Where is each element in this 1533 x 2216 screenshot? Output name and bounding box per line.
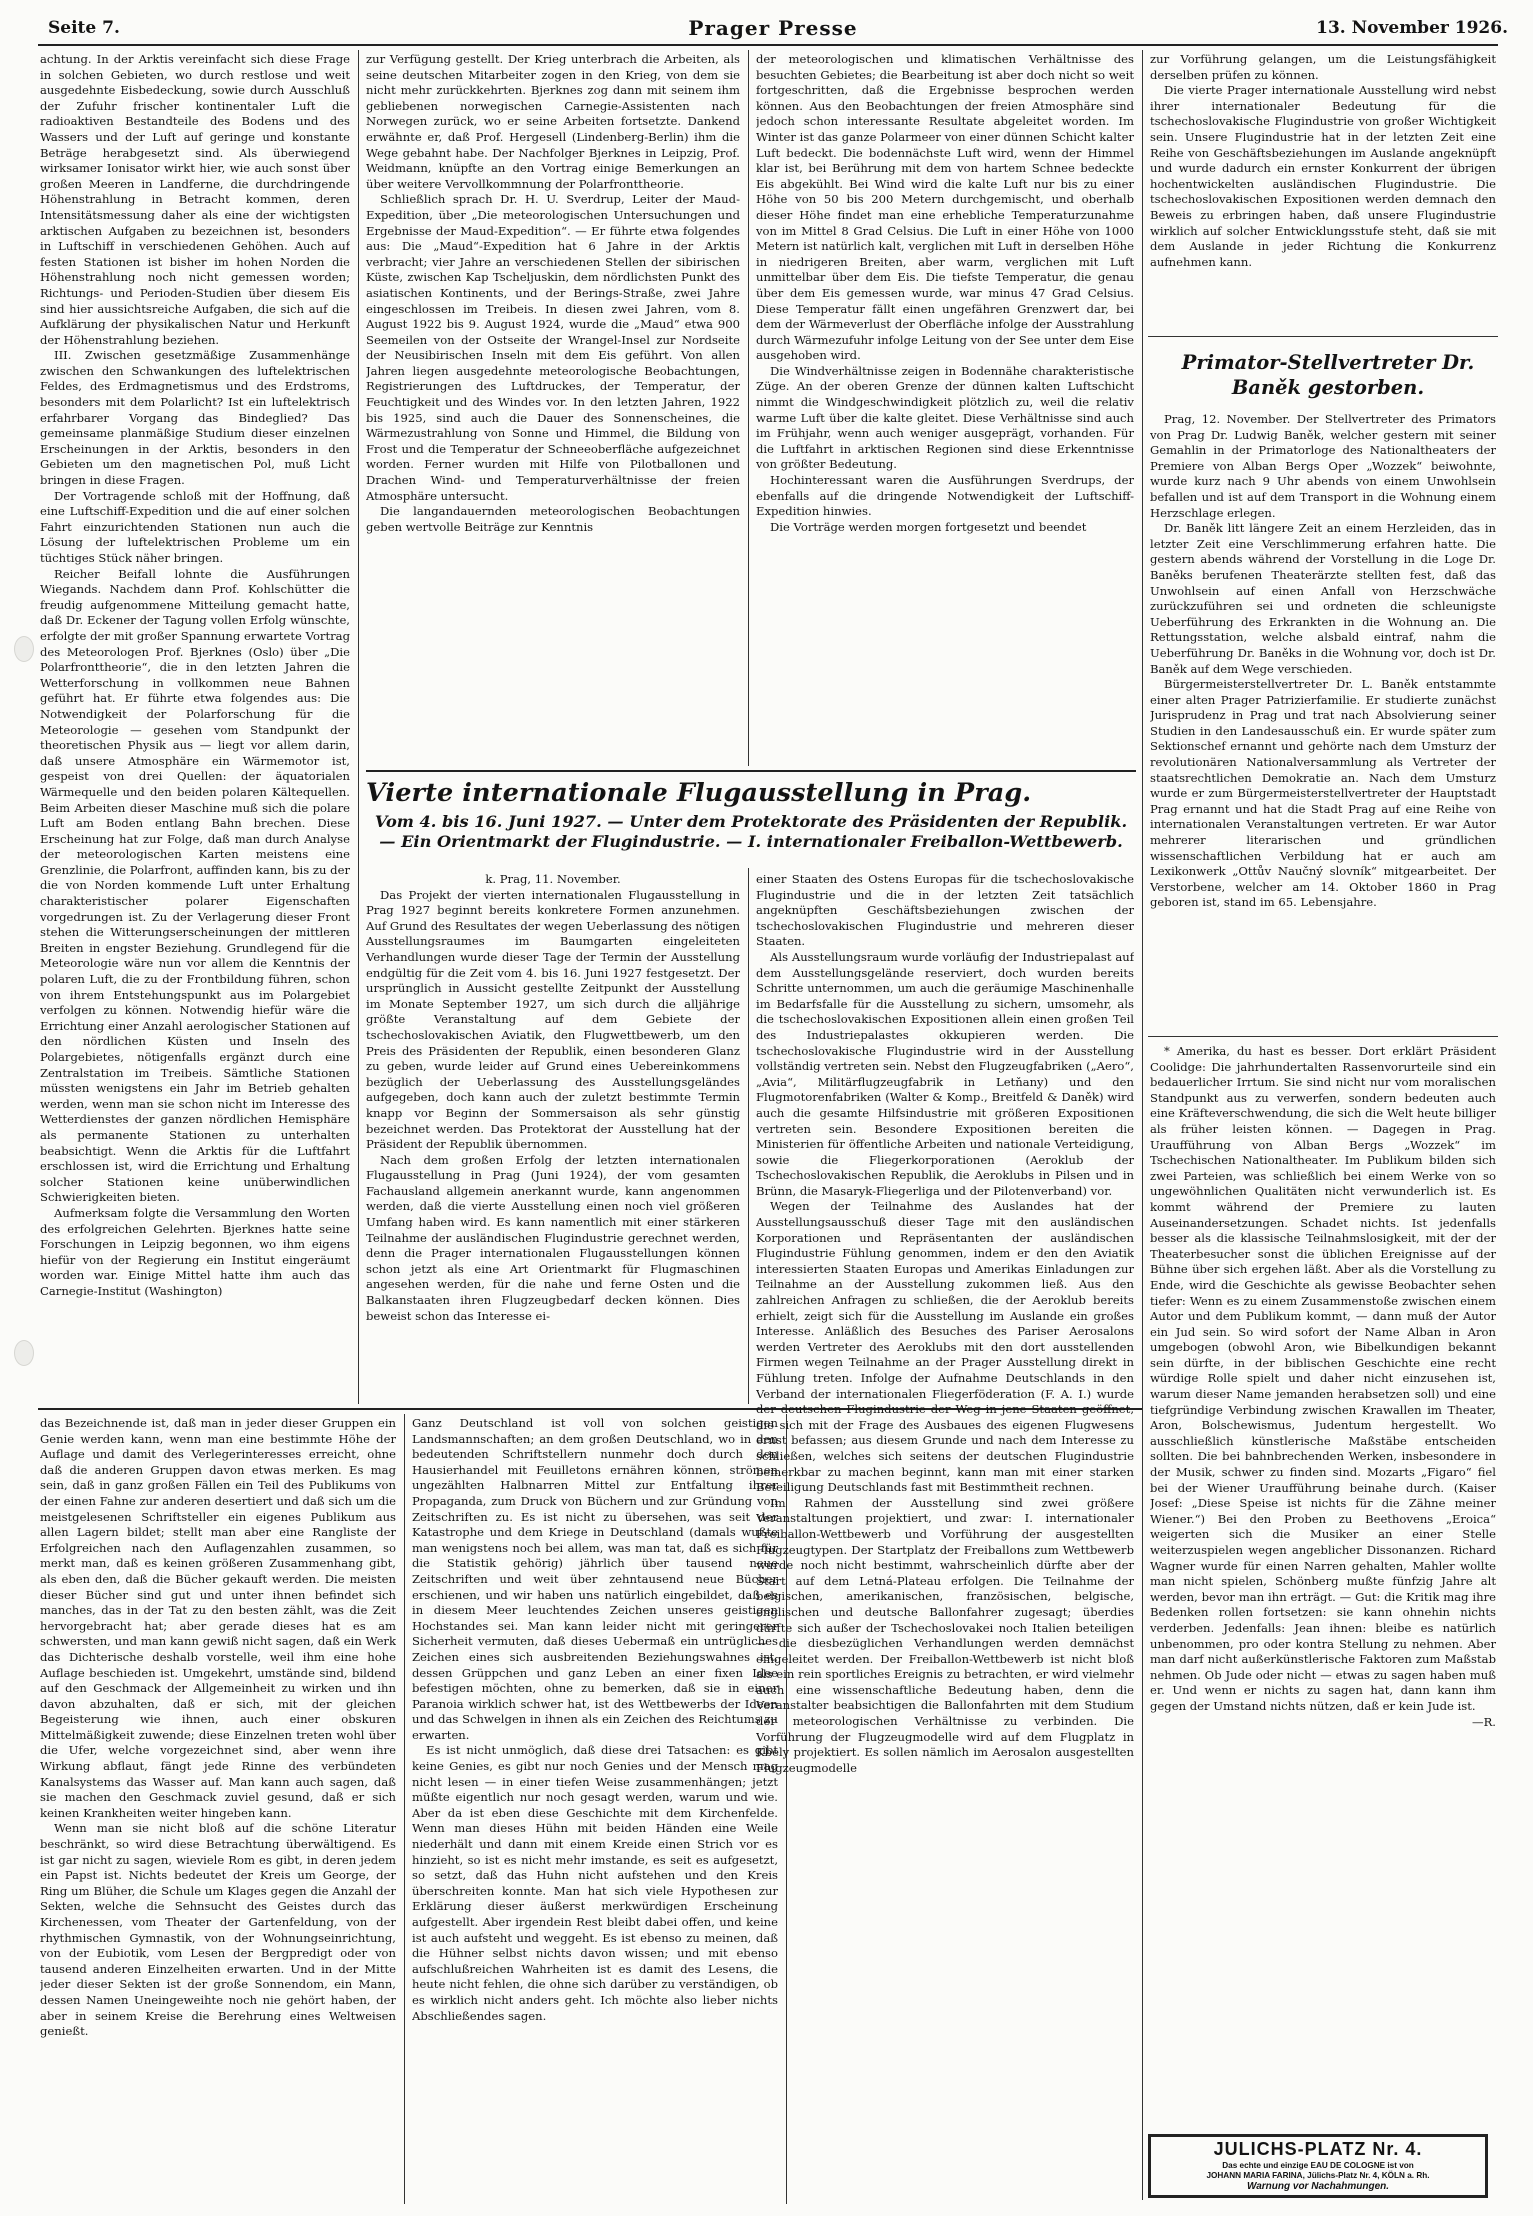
paragraph: zur Verfügung gestellt. Der Krieg unterbrach die Arbeiten, als seine deutschen Mitarbeiter zogen in den Krieg, von dem sie nicht mehr zurückkehrten. Bjerknes zog dann mit seinem ihm gebliebenen norwegischen Carnegie-Assistenten nach Norwegen zurück, wo er seine Arbeiten fortsetzte. Dankend erwähnte er, daß Prof. Hergesell (Lindenberg-Berlin) ihm die Wege gebahnt habe. Der Nachfolger Bjerknes in Leipzig, Prof. Weidmann, knüpfte an den Vortrag einige Bemerkungen an über weitere Vervollkommnung der Polarfronttheorie. xyxy=(366,52,740,191)
article-column-polar-3 xyxy=(756,52,1134,764)
ad-text-line: JOHANN MARIA FARINA, Jülichs-Platz Nr. 4, KÖLN a. Rh. xyxy=(1206,2171,1430,2180)
issue-date: 13. November 1926. xyxy=(1316,18,1508,38)
paragraph: Wegen der Teilnahme des Auslandes hat der Ausstellungsausschuß dieser Tage mit den ausländischen Korporationen und Repräsentanten der ausländischen Flugindustrie Fühlung genommen, indem er den den Aviatik interessierten Staaten Europas und Amerikas Einladungen zur Teilnahme an der Ausstellung zukommen ließ. Aus den zahlreichen Anfragen zu schließen, die der Aeroklub bereits erhielt, zeigt sich für die Ausstellung im Auslande ein großes Interesse. Anläßlich des Besuches des Pariser Aerosalons werden Vertreter des Aeroklubs mit den dort ausstellenden Firmen wegen Teilnahme an der Prager Ausstellung direkt in Fühlung treten. Infolge der Aufnahme Deutschlands in den Verband der internationalen Fliegerföderation (F. A. I.) wurde der deutschen Flugindustrie der Weg in jene Staaten geöffnet, die sich mit der Frage des Ausbaues des eigenen Flugwesens ernst befassen; aus diesem Grunde und nach dem Interesse zu schließen, welches sich seitens der deutschen Flugindustrie bemerkbar zu machen beginnt, kann man mit einer starken Beteiligung Deutschlands fast mit Bestimmtheit rechnen. xyxy=(756,1199,1134,1495)
paragraph: zur Vorführung gelangen, um die Leistungsfähigkeit derselben prüfen zu können. xyxy=(1150,52,1496,82)
column-rule xyxy=(748,868,749,1404)
paragraph: Wenn man sie nicht bloß auf die schöne Literatur beschränkt, so wird diese Betrachtung überwältigend. Es ist gar nicht zu sagen, wieviele Rom es gibt, in deren jedem ein Papst ist. Nichts bedeutet der Kreis um George, der Ring um Blüher, die Schule um Klages gegen die Anzahl der Sekten, welche die Sehnsucht des Geistes durch das Kirchenessen, vom Theater der Gartenfeldung, von der rhythmischen Gymnastik, von der Wohnungseinrichtung, von der Eubiotik, vom Lesen der Bergpredigt oder von tausend anderen Einzelheiten erwarten. Und in der Mitte jeder dieser Sekten ist der große Sonnendom, ein Mann, dessen Namen Uneingeweihte noch nie gehört haben, der aber in seinem Kreise die Berehrung eines Weltweisen genießt. xyxy=(40,1821,396,2039)
paragraph: Bürgermeisterstellvertreter Dr. L. Baněk entstammte einer alten Prager Patrizierfamilie. Er studierte zunächst Jurisprudenz in Prag und trat nach Absolvierung seiner Studien in den Landesausschuß ein. Er wurde später zum Sektionschef ernannt und gehörte nach dem Umsturz der revolutionären Nationalversammlung als Vertreter der staatsrechtlichen Demokratie an. Nach dem Umsturz wurde er zum Bürgermeisterstellvertreter der Hauptstadt Prag ernannt und hat die Stadt Prag auf eine Reihe von internationalen Veranstaltungen vertreten. Er war Autor mehrerer literarischen und gründlichen wissenschaftlichen Verbildung hat er auch am Lexikonwerk „Ottův Naučný slovník“ mitgearbeitet. Der Verstorbene, welcher am 14. Oktober 1860 in Prag geboren ist, stand im 65. Lebensjahre. xyxy=(1150,677,1496,910)
paragraph: Es ist nicht unmöglich, daß diese drei Tatsachen: es gibt keine Genies, es gibt nur noch Genies und der Mensch mag nicht lesen — in einer tiefen Weise zusammenhängen; jetzt müßte eigentlich nur noch gesagt werden, warum und wie. Aber da ist eben diese Geschichte mit dem Kirchenfelde. Wenn man dieses Hühn mit beiden Händen eine Weile niederhält und dann mit einem Kreide einen Strich vor es hinzieht, so ist es nicht mehr imstande, es seit es aufgesetzt, so setzt, daß das Huhn nicht aufstehen und den Kreis überschreiten konnte. Man hat sich viele Hypothesen zur Erklärung dieser äußerst merkwürdigen Erscheinung aufgestellt. Aber irgendein Rest bleibt dabei offen, und keine ist auch aufsteht und weggeht. Es ist ebenso zu meinen, daß die Hühner selbst nichts davon wissen; und mit ebenso aufschlußreichen Wahrheiten ist es damit des Lesens, die heute nicht fehlen, die ohne sich darüber zu verständigen, ob es wirklich nicht anders geht. Ich möchte also lieber nichts Abschließendes sagen. xyxy=(412,1743,778,2023)
paragraph: * Amerika, du hast es besser. Dort erklärt Präsident Coolidge: Die jahrhundertalten Rassenvorurteile sind ein bedauerlicher Irrtum. Sie sind nicht nur vom moralischen Standpunkt aus zu verwerfen, sondern bedeuten auch eine Kräfteverschwendung, die sich die Welt heute billiger als früher leisten können. — Dagegen in Prag. Uraufführung von Alban Bergs „Wozzek“ im Tschechischen Nationaltheater. Im Publikum bilden sich zwei Parteien, was schließlich bei einem Werke von so ungewöhnlichen Qualitäten nicht verwunderlich ist. Es kommt während der Premiere zu lauten Auseinandersetzungen. Schadet nichts. Ist jedenfalls besser als die klassische Teilnahmslosigkeit, mit der der Theaterbesucher sonst die üblichen Ereignisse auf der Bühne über sich ergehen läßt. Aber als die Vorstellung zu Ende, wird die Geschichte als gewisse Beobachter sehen tiefer: Wenn es zu einem Zusammenstoße zwischen einem Autor und dem Publikum kommt, — dann muß der Autor ein Jud sein. So wird sofort der Name Alban in Aron umgebogen (obwohl Aron, wie Bibelkundigen bekannt sein dürfte, in der biblischen Geschichte eine recht würdige Rolle spielt und daher nicht einzusehen ist, warum dieser Name jemanden herabsetzen soll) und eine tiefgründige Verbindung zwischen Krawallen im Theater, Aron, Bolschewismus, Judentum hergestellt. Wo ausschließlich künstlerische Maßstäbe entscheiden sollten. Die bei bahnbrechenden Werken, insbesondere in der Musik, schwer zu finden sind. Mozarts „Figaro“ fiel bei der Wiener Uraufführung beinahe durch. (Kaiser Josef: „Diese Speise ist nichts für die Zähne meiner Wiener.“) Bei den Proben zu Beethovens „Eroica“ weigerten sich die Musiker an einer Stelle weiterzuspielen wegen angeblicher Dissonanzen. Richard Wagner wurde für einen Narren gehalten, Mahler wollte man nicht spielen, Schönberg mußte fünfzig Jahre alt werden, bevor man ihn erträgt. — Gut: die Kritik mag ihre Bedenken rollen fortsetzen: sie kann ohnehin nichts verderben. Jedenfalls: Jean ihnen: bleibe es natürlich unbenommen, pro oder kontra Stellung zu nehmen. Aber man darf nicht außerkünstlerische Faktoren zum Maßstab nehmen. Ob Jude oder nicht — etwas zu sagen haben muß er. Und wenn er nichts zu sagen hat, dann kann ihm gegen der Umstand nichts nützen, daß er kein Jude ist. xyxy=(1150,1044,1496,1713)
paragraph: der meteorologischen und klimatischen Verhältnisse des besuchten Gebietes; die Bearbeitung ist aber doch nicht so weit fortgeschritten, daß die Ergebnisse besprochen werden können. Aus den Beobachtungen der freien Atmosphäre sind jedoch schon interessante Resultate abgeleitet worden. Im Winter ist das ganze Polarmeer von einer dünnen Schicht kalter Luft bedeckt. Die bodennächste Luft wird, wenn der Himmel klar ist, bei Berührung mit dem von hartem Schnee bedeckte Eis abgekühlt. Bei Wind wird die kalte Luft nur bis zu einer Höhe von 50 bis 200 Metern durchgemischt, und oberhalb dieser Höhe findet man eine erhebliche Temperaturzunahme von im Mittel 8 Grad Celsius. Die Luft in einer Höhe von 1000 Metern ist natürlich kalt, verglichen mit Luft in derselben Höhe in niedrigeren Breiten, aber warm, verglichen mit Luft unmittelbar über dem Eis. Die tiefste Temperatur, die genau über dem Eis gemessen wurde, war minus 47 Grad Celsius. Diese Temperatur fällt einen ungefähren Grenzwert dar, bei dem der Wärmeverlust der Oberfläche infolge der Ausstrahlung durch Wärmezufuhr infolge Leitung von der See unter dem Eise ausgehoben wird. xyxy=(756,52,1134,363)
dateline: k. Prag, 11. November. xyxy=(485,872,621,886)
header-rule xyxy=(38,44,1498,46)
paragraph: einer Staaten des Ostens Europas für die tschechoslovakische Flugindustrie und die in der letzten Zeit tatsächlich angeknüpften Geschäftsbeziehungen zwischen der tschechoslovakischen Flugindustrie und mehreren dieser Staaten. xyxy=(756,872,1134,949)
paragraph: Prag, 12. November. Der Stellvertreter des Primators von Prag Dr. Ludwig Baněk, welcher gestern mit seiner Gemahlin in der Primatorloge des Nationaltheaters der Premiere von Alban Bergs Oper „Wozzek“ beiwohnte, wurde kurz nach 9 Uhr abends von einem Unwohlsein befallen und ist auf dem Transport in die Wohnung einem Herzschlage erlegen. xyxy=(1150,412,1496,520)
ad-title: JULICHS-PLATZ Nr. 4. xyxy=(1213,2139,1423,2159)
author-sign: —R. xyxy=(1471,1714,1496,1729)
article-rule xyxy=(1148,336,1498,337)
feuilleton-column-1 xyxy=(40,1416,396,2202)
column-rule xyxy=(748,50,749,766)
paragraph: III. Zwischen gesetzmäßige Zusammenhänge zwischen den Schwankungen des luftelektrischen Feldes, des Erdmagnetismus und des Erdstroms, besonders mit dem Polarlicht? Ist ein luftelektrisch erfahrbarer Vorgang das Bindeglied? Das gemeinsame planmäßige Studium dieser einzelnen Erscheinungen in der Arktis, besonders in den Gebieten um den magnetischen Pol, muß Licht bringen in diese Fragen. xyxy=(40,348,350,488)
obituary-body xyxy=(1150,412,1496,1034)
paragraph: Nach dem großen Erfolg der letzten internationalen Flugausstellung in Prag (Juni 1924), der vom gesamten Fachausland allgemein anerkannt wurde, kann angenommen werden, daß die vierte Ausstellung einen noch viel größeren Umfang haben wird. Es kann namentlich mit einer stärkeren Teilnahme der ausländischen Flugindustrie gerechnet werden, denn die Prager internationalen Flugausstellungen können schon jetzt als eine Art Orientmarkt für Flugmaschinen angesehen werden, für die nahe und ferne Osten und die Balkanstaaten ihren Flugzeugbedarf decken können. Dies beweist schon das Interesse ei- xyxy=(366,1152,740,1323)
column-rule xyxy=(358,50,359,1404)
flug-subheadline: Vom 4. bis 16. Juni 1927. — Unter dem Protektorate des Präsidenten der Republik. — Ein Orientmarkt der Flugindustrie. — I. internationaler Freiballon-Wettbewerb. xyxy=(374,812,1128,851)
paragraph: Das Projekt der vierten internationalen Flugausstellung in Prag 1927 beginnt bereits konkretere Formen anzunehmen. Auf Grund des Resultates der wegen Ueberlassung des nötigen Ausstellungsraumes im Baumgarten eingeleiteten Verhandlungen wurde dieser Tage der Termin der Ausstellung endgültig für die Zeit vom 4. bis 16. Juni 1927 festgesetzt. Der ursprünglich in Aussicht gestellte Zeitpunkt der Ausstellung im Monate September 1927, um sich durch die alljährige größte Veranstaltung auf dem Gebiete der tschechoslovakischen Aviatik, den Flugwettbewerb, um den Preis des Präsidenten der Republik, einen besonderen Glanz zu geben, wurde leider auf Grund eines Uebereinkommens bezüglich der Ueberlassung des Ausstellungsgeländes aufgegeben, doch kann auch der zuletzt bestimmte Termin knapp vor Beginn der Sommersaison als sehr günstig bezeichnet werden. Das Protektorat der Ausstellung hat der Präsident der Republik übernommen. xyxy=(366,887,740,1152)
paragraph: Die Windverhältnisse zeigen in Bodennähe charakteristische Züge. An der oberen Grenze der dünnen kalten Luftschicht nimmt die Windgeschwindigkeit plötzlich zu, weil die relativ warme Luft über die kalte gleitet. Diese Verhältnisse sind auch im Frühjahr, wenn auch weniger ausgeprägt, vorhanden. Für die Luftfahrt in arktischen Regionen sind diese Erkenntnisse von größter Bedeutung. xyxy=(756,363,1134,472)
paragraph: Die Vorträge werden morgen fortgesetzt und beendet xyxy=(770,519,1087,534)
paragraph: das Bezeichnende ist, daß man in jeder dieser Gruppen ein Genie werden kann, wenn man eine bestimmte Höhe der Auflage und damit des Verlegerinteresses erreicht, ohne daß die anderen Gruppen davon etwas merken. Es mag sein, daß in ganz großen Fällen ein Teil des Publikums von der einen Fahne zur anderen desertiert und daß sich um die meistgelesenen Schriftsteller ein eigenes Publikum aus allen Lagern bildet; stellt man aber eine Rangliste der Erfolgreichen nach den Auflagenzahlen zusammen, so merkt man, daß es keinen größeren Zusammenhang gibt, als eben den, daß die Bücher gekauft werden. Die meisten dieser Bücher sind gut und unter ihnen befindet sich manches, das in der Tat zu den besten zählt, was die Zeit hervorgebracht hat; aber gerade dieses hat es am schwersten, und man kann gewiß nicht sagen, daß ein Werk das Dichterische deshalb vorstelle, weil ihm eine hohe Auflage beschieden ist. Umgekehrt, umstände sind, bildend auf den Geschmack der Allgemeinheit zu wirken und ihn davon abzuhalten, daß er sich, mit der gleichen Begeisterung wie ihnen, auch einer obskuren Mittelmäßigkeit zuwende; diese Einzelnen treten wohl über die Ufer, welche vorgezeichnet sind, aber wenn ihre Wirkung abflaut, fängt jede Rinne des verbündeten Kanalsystems das Wasser auf. Man kann auch sagen, daß sie machen den Geschmack zuviel gesund, daß er sich keinen Krankheiten weiter hingeben kann. xyxy=(40,1416,396,1820)
paragraph: Im Rahmen der Ausstellung sind zwei größere Veranstaltungen projektiert, und zwar: I. internationaler Freiballon-Wettbewerb und Vorführung der ausgestellten Flugzeugtypen. Der Startplatz der Freiballons zum Wettbewerb wurde noch nicht bestimmt, wahrscheinlich dürfte aber der Start auf dem Letná-Plateau erfolgen. Die Teilnahme der belgischen, amerikanischen, französischen, belgische, englischen und deutsche Ballonfahrer zugesagt; überdies dürfte sich außer der Tschechoslovakei noch Italien beteiligen — die diesbezüglichen Verhandlungen werden demnächst eingeleitet werden. Der Freiballon-Wettbewerb ist nicht bloß als ein rein sportliches Ereignis zu betrachten, er wird vielmehr auch eine wissenschaftliche Bedeutung haben, denn die Veranstalter beabsichtigen die Ballonfahrten mit dem Studium der meteorologischen Verhältnisse zu verbinden. Die Vorführung der Flugzeugmodelle wird auf dem Flugplatz in Kbely projektiert. Es sollen nämlich im Aerosalon ausgestellten Flugzeugmodelle xyxy=(756,1495,1134,1775)
article-column-polar-2 xyxy=(366,52,740,764)
paragraph: Die langandauernden meteorologischen Beobachtungen geben wertvolle Beiträge zur Kenntnis xyxy=(366,504,740,534)
paragraph: Reicher Beifall lohnte die Ausführungen Wiegands. Nachdem dann Prof. Kohlschütter die freudig aufgenommene Mitteilung gemacht hatte, daß Dr. Eckener der Tagung vollen Erfolg wünschte, erfolgte der mit großer Spannung erwartete Vortrag des Meteorologen Prof. Bjerknes (Oslo) über „Die Polarfronttheorie“, die in den letzten Jahren die Wetterforschung in vollkommen neue Bahnen geführt hat. Er führte etwa folgendes aus: Die Notwendigkeit der Polarforschung für die Meteorologie — gesehen vom Standpunkt der theoretischen Physik aus — liegt vor allem darin, daß unsere Atmosphäre ein Wärmemotor ist, gespeist von drei Quellen: der äquatorialen Wärmequelle und den beiden polaren Kältequellen. Beim Arbeiten dieser Maschine muß sich die polare Luft am Boden entlang Bahn brechen. Diese Erscheinung hat zur Folge, daß man durch Analyse der meteorologischen Karten meistens eine Grenzlinie, die Polarfront, auffinden kann, bis zu der die von Norden kommende Luft unter Erhaltung charakteristischer polarer Eigenschaften vorgedrungen ist. Zu der Verlagerung dieser Front stehen die Witterungserscheinungen der mittleren Breiten in engster Beziehung. Grundlegend für die Meteorologie wäre nun vor allem die Kenntnis der polaren Luft, die zu der Frontbildung führen, schon von ihrem Entstehungspunkt aus im Polargebiet verfolgen zu können. Notwendig hiefür wäre die Errichtung einer Anzahl aerologischer Stationen auf den nördlichen Küsten und Inseln des Polargebietes, nötigenfalls ergänzt durch eine Zentralstation im Treibeis. Sämtliche Stationen müssten wenigstens ein Jahr im Betrieb gehalten werden, wenn man sie schon nicht im Interesse des Wetterdienstes der ganzen nördlichen Hemisphäre als permanente Stationen zu unterhalten beabsichtigt. Wenn die Arktis für die Luftfahrt erschlossen ist, wird die Errichtung und Erhaltung solcher Stationen keine unüberwindlichen Schwierigkeiten bieten. xyxy=(40,566,350,1205)
page-header xyxy=(38,16,1508,40)
column-rule xyxy=(1142,50,1143,2200)
farina-advertisement xyxy=(1148,2134,1488,2198)
paragraph: Die vierte Prager internationale Ausstellung wird nebst ihrer internationaler Bedeutung für die tschechoslovakische Flugindustrie von großer Wichtigkeit sein. Unsere Flugindustrie hat in der letzten Zeit eine Reihe von Geschäftsbeziehungen im Auslande angeknüpft und wurde dadurch ein ernster Konkurrent der übrigen hochentwickelten ausländischen Flugindustrie. Die tschechoslovakischen Expositionen werden demnach den Beweis zu erbringen haben, daß unsere Flugindustrie wirklich auf solcher Entwicklungsstufe steht, daß sie mit dem Auslande in jeder Richtung die Konkurrenz aufnehmen kann. xyxy=(1150,83,1496,269)
punch-hole-bottom xyxy=(14,1340,34,1366)
column-rule xyxy=(404,1414,405,2204)
paragraph: Als Ausstellungsraum wurde vorläufig der Industriepalast auf dem Ausstellungsgelände reserviert, doch wurden bereits Schritte unternommen, um auch die geräumige Maschinenhalle im Bedarfsfalle für die Ausstellung zu sichern, umsomehr, als die tschechoslovakischen Expositionen allein einen großen Teil des Industriepalastes okkupieren werden. Die tschechoslovakische Flugindustrie wird in der Ausstellung vollständig vertreten sein. Nebst den Flugzeugfabriken („Aero“, „Avia“, Militärflugzeugfabrik in Letňany) und den Flugmotorenfabriken (Walter & Komp., Breitfeld & Daněk) wird auch die gesamte Hilfsindustrie mit größeren Expositionen vertreten sein. Besondere Expositionen bereiten die Ministerien für öffentliche Arbeiten und nationale Verteidigung, sowie die Fliegerkorporationen (Aeroklub der Tschechoslovakischen Republik, die Aeroklubs in Pilsen und in Brünn, die Masaryk-Fliegerliga und der Pilotenverband) vor. xyxy=(756,949,1134,1198)
paragraph: Hochinteressant waren die Ausführungen Sverdrups, der ebenfalls auf die dringende Notwendigkeit der Luftschiff-Expedition hinwies. xyxy=(756,473,1134,519)
article-column-flug-continued xyxy=(1150,52,1496,334)
obituary-headline: Primator-Stellvertreter Dr. Baněk gestorben. xyxy=(1181,351,1475,399)
ad-text-line: Das echte und einzige EAU DE COLOGNE ist von xyxy=(1222,2161,1414,2170)
paragraph: achtung. In der Arktis vereinfacht sich diese Frage in solchen Gebieten, wo durch restlose und weit ausgedehnte Eisbedeckung, sowie durch Ausschluß der Zufuhr frischer kontinentaler Luft die radioaktiven Bestandteile des Bodens und des Wassers und der Luft auf geringe und konstante Beträge herabgesetzt sind. Als überwiegend wirksamer Ionisator wirkt hier, wie auch sonst über großen Meeren in Landferne, die durchdringende Höhenstrahlung in Betracht kommen, deren Intensitätsmessung daher als eine der wichtigsten arktischen Aufgaben zu bezeichnen ist, besonders in Luftschiff in verschiedenen Gehöhen. Auch auf festen Stationen ist bisher im hohen Norden die Höhenstrahlung noch nicht gemessen worden; Richtungs- und Perioden-Studien über diesem Eis sind hier aussichtsreiche Aufgaben, die sich auf die Aufklärung der physikalischen Natur und Herkunft der Höhenstrahlung beziehen. xyxy=(40,52,350,347)
flug-headline: Vierte internationale Flugausstellung in Prag. xyxy=(366,778,1032,808)
flug-column-a xyxy=(366,872,740,1404)
paragraph: Schließlich sprach Dr. H. U. Sverdrup, Leiter der Maud-Expedition, über „Die meteorologischen Untersuchungen und Ergebnisse der Maud-Expedition“. — Er führte etwa folgendes aus: Die „Maud“-Expedition hat 6 Jahre in der Arktis verbracht; vier Jahre an verschiedenen Stellen der sibirischen Küste, zwischen Kap Tscheljuskin, dem nördlichsten Punkt des asiatischen Kontinents, und der Berings-Straße, zwei Jahre eingeschlossen im Treibeis. In diesen zwei Jahren, vom 8. August 1922 bis 9. August 1924, wurde die „Maud“ etwa 900 Seemeilen von der Ostseite der Wrangel-Insel zur Nordseite der Neusibirischen Inseln mit dem Eis geführt. Von allen Jahren liegen ausgedehnte meteorologische Beobachtungen, Registrierungen des Luftdruckes, der Temperatur, der Feuchtigkeit und des Windes vor. In den letzten Jahren, 1922 bis 1925, sind auch die Dauer des Sonnenscheines, die Wärmezustrahlung von Sonne und Himmel, die Bildung von Frost und die Temperatur der Schneeoberfläche aufgezeichnet worden. Ferner wurden mit Hilfe von Pilotballonen und Drachen Wind- und Temperaturverhältnisse der freien Atmosphäre untersucht. xyxy=(366,192,740,503)
punch-hole-top xyxy=(14,636,34,662)
masthead: Prager Presse xyxy=(688,16,858,40)
feuilleton-column-2 xyxy=(412,1416,778,2202)
flug-column-b xyxy=(756,872,1134,2198)
paragraph: Aufmerksam folgte die Versammlung den Worten des erfolgreichen Gelehrten. Bjerknes hatte seine Forschungen in Leipzig begonnen, wo ihm eigens hiefür von der Regierung ein Institut eingeräumt worden war. Einige Mittel hatte ihm auch das Carnegie-Institut (Washington) xyxy=(40,1205,350,1298)
article-column-polar-1 xyxy=(40,52,350,1404)
amerika-article xyxy=(1150,1044,1496,2128)
paragraph: Dr. Baněk litt längere Zeit an einem Herzleiden, das in letzter Zeit eine Verschlimmerung erfahren hatte. Die gestern abends während der Vorstellung in die Loge Dr. Baněks berufenen Theaterärzte stellten fest, daß das Unwohlsein auf einen Anfall von Herzschwäche zurückzuführen sei und ordneten die schleunigste Ueberführung des Erkrankten in die Wohnung an. Die Rettungsstation, welche alsbald eintraf, nahm die Ueberführung Dr. Baněks in die Wohnung vor, doch ist Dr. Baněk auf dem Wege verschieden. xyxy=(1150,521,1496,676)
article-rule xyxy=(1148,1036,1498,1037)
article-rule xyxy=(366,770,1136,772)
paragraph: Ganz Deutschland ist voll von solchen geistigen Landsmannschaften; an dem großen Deutschland, wo in den bedeutenden Schriftstellern nunmehr doch durch den Hausierhandel mit Feuilletons ernähren können, strömen ungezählten Halbnarren Mittel zur Entfaltung ihrer Propaganda, zum Druck von Büchern und zur Gründung von Zeitschriften zu. Es ist nicht zu übersehen, was seit der Katastrophe und dem Kriege in Deutschland (damals wußte man wenigstens noch bei allem, was man tat, daß es sich für die Statistik gehörig) jährlich über tausend neue Zeitschriften und weit über zehntausend neue Bücher erschienen, und wir haben uns natürlich eingebildet, daß es in diesem Meer leuchtendes Zeichen unseres geistigen Hochstandes sei. Man kann leider nicht mit geringerer Sicherheit vermuten, daß dieses Uebermaß ein untrügliches Zeichen eines sich ausbreitenden Beziehungswahnes ist, dessen Grüppchen und ganz Leben an einer fixen Idee befestigen möchten, ohne zu bemerken, daß sie in einer Paranoia wirklich schwer hat, ist des Wettbewerbs der Ideen und das Schwelgen in ihnen als ein Zeichen des Reichtums zu erwarten. xyxy=(412,1416,778,1742)
page-number: Seite 7. xyxy=(48,18,120,38)
paragraph: Der Vortragende schloß mit der Hoffnung, daß eine Luftschiff-Expedition und die auf einer solchen Fahrt einzurichtenden Stationen nun auch die Lösung der luftelektrischen Probleme um ein tüchtiges Stück näher bringen. xyxy=(40,488,350,565)
ad-warning: Warnung vor Nachahmungen. xyxy=(1246,2181,1390,2192)
